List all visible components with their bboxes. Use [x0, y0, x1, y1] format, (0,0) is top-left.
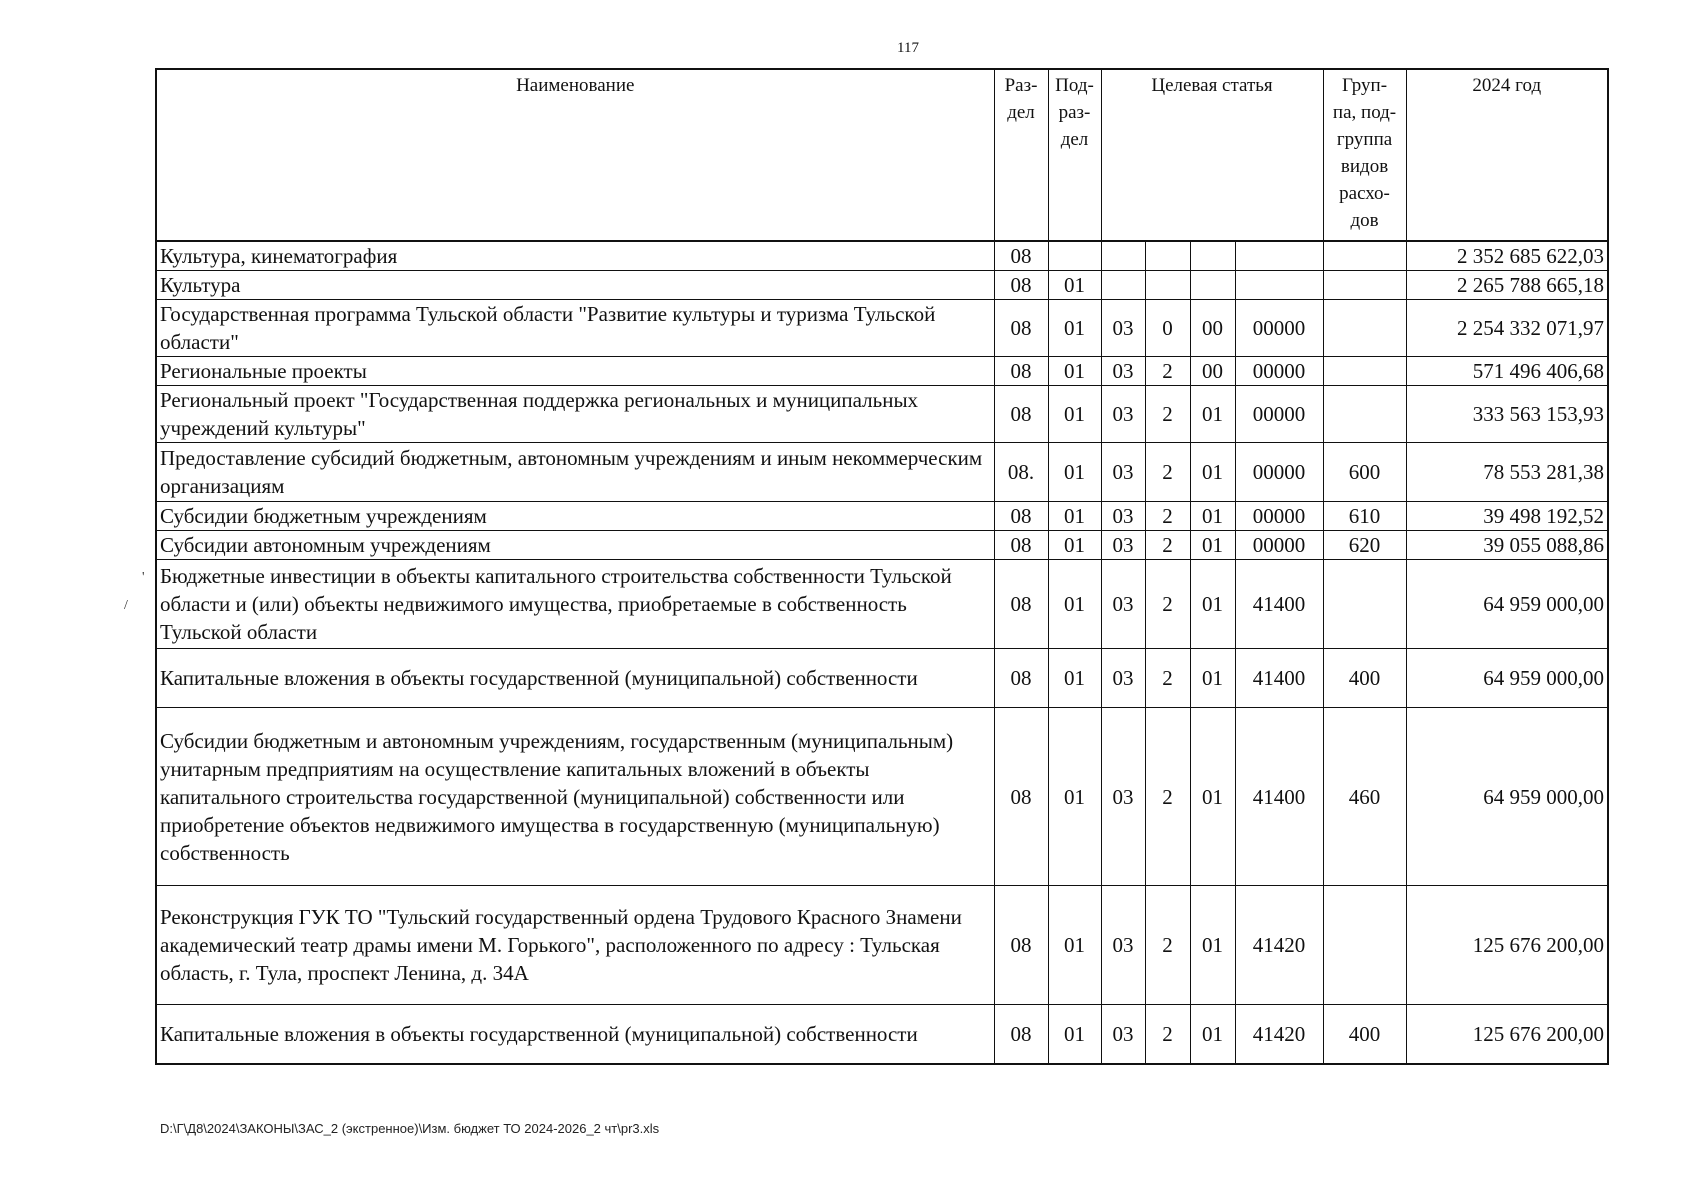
row-code-t3: 01: [1190, 386, 1235, 443]
row-code-p: 01: [1048, 300, 1101, 357]
row-code-t1: 03: [1101, 357, 1145, 386]
row-code-t4: [1235, 241, 1323, 271]
row-code-t4: 41420: [1235, 886, 1323, 1005]
row-name: Субсидии автономным учреждениям: [156, 531, 994, 560]
row-code-g: 620: [1323, 531, 1406, 560]
row-code-t4: 00000: [1235, 357, 1323, 386]
row-code-p: 01: [1048, 708, 1101, 886]
row-code-t4: [1235, 271, 1323, 300]
table-row: [156, 560, 1608, 649]
file-path-footer: D:\Г\Д8\2024\ЗАКОНЫ\ЗАС_2 (экстренное)\Изм. бюджет ТО 2024-2026_2 чт\pr3.xls: [160, 1121, 660, 1136]
row-code-r: 08: [994, 357, 1048, 386]
row-code-t1: 03: [1101, 1005, 1145, 1064]
table-row: [156, 357, 1608, 386]
row-code-t1: 03: [1101, 708, 1145, 886]
row-code-p: 01: [1048, 502, 1101, 531]
row-code-g: [1323, 357, 1406, 386]
row-name: Региональный проект "Государственная поддержка региональных и муниципальных учреждений культуры": [156, 386, 994, 443]
row-code-t3: [1190, 271, 1235, 300]
row-code-r: 08: [994, 1005, 1048, 1064]
row-code-t1: 03: [1101, 443, 1145, 502]
row-code-t4: 41400: [1235, 708, 1323, 886]
row-code-g: [1323, 241, 1406, 271]
row-code-t4: 00000: [1235, 502, 1323, 531]
row-code-r: 08: [994, 271, 1048, 300]
row-code-g: 400: [1323, 649, 1406, 708]
row-code-t4: 41420: [1235, 1005, 1323, 1064]
row-code-t2: 2: [1145, 560, 1190, 649]
row-code-p: 01: [1048, 649, 1101, 708]
row-name: Культура, кинематография: [156, 241, 994, 271]
row-code-p: 01: [1048, 271, 1101, 300]
row-code-t1: 03: [1101, 649, 1145, 708]
row-amount: 64 959 000,00: [1406, 560, 1608, 649]
row-amount: 2 265 788 665,18: [1406, 271, 1608, 300]
row-code-p: 01: [1048, 560, 1101, 649]
row-name: Капитальные вложения в объекты государственной (муниципальной) собственности: [156, 649, 994, 708]
row-code-t2: 2: [1145, 649, 1190, 708]
row-code-r: 08.: [994, 443, 1048, 502]
row-code-t4: 41400: [1235, 560, 1323, 649]
row-amount: 2 254 332 071,97: [1406, 300, 1608, 357]
header-target: Целевая статья: [1101, 69, 1323, 241]
row-code-t1: [1101, 241, 1145, 271]
row-code-t2: 2: [1145, 443, 1190, 502]
scan-mark: /: [124, 598, 128, 613]
table-row: [156, 1005, 1608, 1064]
row-name: Субсидии бюджетным и автономным учреждениям, государственным (муниципальным) унитарным предприятиям на осуществление капитальных вложений в объекты капитального строительства государственной (муниципальной) собственности или приобретение объектов недвижимого имущества в государственную (муниципальную) собственность: [156, 708, 994, 886]
row-name: Региональные проекты: [156, 357, 994, 386]
row-code-t3: 01: [1190, 1005, 1235, 1064]
row-code-g: [1323, 560, 1406, 649]
header-group: Груп- па, под- группа видов расхо- дов: [1323, 69, 1406, 241]
row-code-t3: 00: [1190, 357, 1235, 386]
row-code-t3: 01: [1190, 886, 1235, 1005]
row-code-p: 01: [1048, 886, 1101, 1005]
row-code-g: [1323, 271, 1406, 300]
row-code-r: 08: [994, 649, 1048, 708]
row-name: Капитальные вложения в объекты государственной (муниципальной) собственности: [156, 1005, 994, 1064]
row-amount: 78 553 281,38: [1406, 443, 1608, 502]
row-code-g: 600: [1323, 443, 1406, 502]
row-code-t2: 2: [1145, 1005, 1190, 1064]
row-code-p: 01: [1048, 443, 1101, 502]
row-code-t4: 00000: [1235, 386, 1323, 443]
row-code-t3: 01: [1190, 502, 1235, 531]
row-code-p: 01: [1048, 531, 1101, 560]
header-podrazdel: Под- раз- дел: [1048, 69, 1101, 241]
row-code-r: 08: [994, 502, 1048, 531]
row-code-g: 460: [1323, 708, 1406, 886]
row-code-g: 610: [1323, 502, 1406, 531]
row-code-p: 01: [1048, 357, 1101, 386]
row-code-t1: 03: [1101, 531, 1145, 560]
row-code-t1: 03: [1101, 886, 1145, 1005]
row-amount: 571 496 406,68: [1406, 357, 1608, 386]
row-code-g: [1323, 886, 1406, 1005]
row-code-t3: 01: [1190, 560, 1235, 649]
row-code-t2: 2: [1145, 531, 1190, 560]
row-name: Государственная программа Тульской области "Развитие культуры и туризма Тульской области": [156, 300, 994, 357]
row-name: Предоставление субсидий бюджетным, автономным учреждениям и иным некоммерческим организациям: [156, 443, 994, 502]
page-number: 117: [897, 40, 919, 56]
table-header: [156, 69, 1608, 241]
row-code-t1: 03: [1101, 502, 1145, 531]
row-code-t2: 2: [1145, 502, 1190, 531]
table-row: [156, 531, 1608, 560]
table-row: [156, 386, 1608, 443]
row-code-t2: [1145, 241, 1190, 271]
row-name: Культура: [156, 271, 994, 300]
row-code-r: 08: [994, 708, 1048, 886]
row-amount: 2 352 685 622,03: [1406, 241, 1608, 271]
row-code-t1: 03: [1101, 300, 1145, 357]
table-row: [156, 443, 1608, 502]
row-code-r: 08: [994, 300, 1048, 357]
row-amount: 125 676 200,00: [1406, 886, 1608, 1005]
row-code-r: 08: [994, 241, 1048, 271]
row-amount: 64 959 000,00: [1406, 649, 1608, 708]
row-code-t2: 2: [1145, 886, 1190, 1005]
row-code-t1: 03: [1101, 386, 1145, 443]
table-row: [156, 708, 1608, 886]
row-code-t3: 00: [1190, 300, 1235, 357]
row-code-t4: 41400: [1235, 649, 1323, 708]
row-code-r: 08: [994, 386, 1048, 443]
row-code-r: 08: [994, 886, 1048, 1005]
row-amount: 39 055 088,86: [1406, 531, 1608, 560]
row-code-t3: 01: [1190, 443, 1235, 502]
row-amount: 39 498 192,52: [1406, 502, 1608, 531]
row-code-t2: 2: [1145, 357, 1190, 386]
row-code-t1: [1101, 271, 1145, 300]
row-code-p: [1048, 241, 1101, 271]
row-code-t3: 01: [1190, 531, 1235, 560]
row-amount: 333 563 153,93: [1406, 386, 1608, 443]
row-code-t3: 01: [1190, 649, 1235, 708]
table-row: [156, 886, 1608, 1005]
row-code-g: [1323, 386, 1406, 443]
header-razdel: Раз- дел: [994, 69, 1048, 241]
row-code-t4: 00000: [1235, 443, 1323, 502]
row-code-g: [1323, 300, 1406, 357]
row-code-t2: 2: [1145, 386, 1190, 443]
table-row: [156, 241, 1608, 271]
row-code-t2: 2: [1145, 708, 1190, 886]
row-code-r: 08: [994, 560, 1048, 649]
table-row: [156, 271, 1608, 300]
header-name: Наименование: [156, 69, 994, 241]
row-code-t4: 00000: [1235, 531, 1323, 560]
row-name: Бюджетные инвестиции в объекты капитального строительства собственности Тульской области и (или) объекты недвижимого имущества, приобретаемые в собственность Тульской области: [156, 560, 994, 649]
row-code-p: 01: [1048, 386, 1101, 443]
row-amount: 64 959 000,00: [1406, 708, 1608, 886]
row-code-g: 400: [1323, 1005, 1406, 1064]
row-code-r: 08: [994, 531, 1048, 560]
header-year: 2024 год: [1406, 69, 1608, 241]
table-body: [156, 241, 1608, 1064]
scan-mark: ': [142, 570, 145, 585]
row-code-t3: [1190, 241, 1235, 271]
table-row: [156, 649, 1608, 708]
row-code-t1: 03: [1101, 560, 1145, 649]
row-name: Субсидии бюджетным учреждениям: [156, 502, 994, 531]
row-code-t2: 0: [1145, 300, 1190, 357]
table-row: [156, 300, 1608, 357]
row-name: Реконструкция ГУК ТО "Тульский государственный ордена Трудового Красного Знамени академический театр драмы имени М. Горького", расположенного по адресу : Тульская область, г. Тула, проспект Ленина, д. 34А: [156, 886, 994, 1005]
budget-table: [155, 68, 1609, 1065]
row-code-t3: 01: [1190, 708, 1235, 886]
table-row: [156, 502, 1608, 531]
row-code-t4: 00000: [1235, 300, 1323, 357]
row-code-p: 01: [1048, 1005, 1101, 1064]
row-amount: 125 676 200,00: [1406, 1005, 1608, 1064]
row-code-t2: [1145, 271, 1190, 300]
